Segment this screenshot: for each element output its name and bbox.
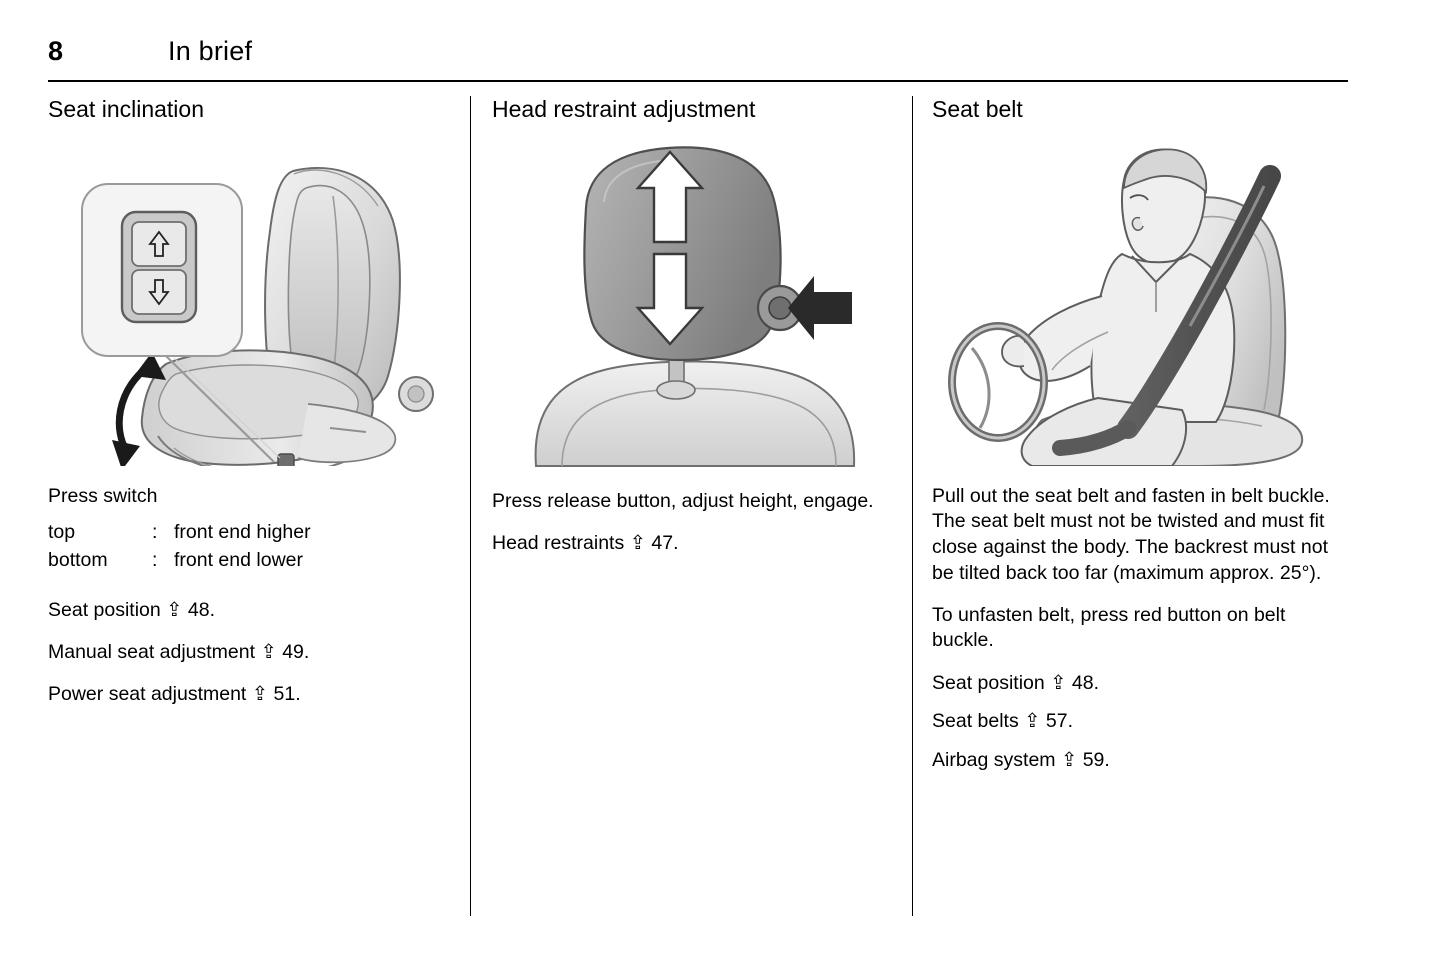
cross-reference-head-restraints: Head restraints ⇪ 47. [492,532,679,555]
legend-colon: : [152,521,158,544]
column-head-restraint-adjustment [492,96,892,573]
legend-value-bottom: front end lower [174,549,303,572]
cross-reference-seat-position: Seat position ⇪ 48. [48,598,216,621]
cross-reference-power-seat-adjustment: Power seat adjustment ⇪ 51. [48,683,301,706]
legend-row [48,547,458,575]
page-number: 8 [48,36,64,66]
section-title-seat-belt: Seat belt [932,96,1023,122]
section-title-head-restraint: Head restraint adjustment [492,96,756,122]
seat-belt-instruction-2: To unfasten belt, press red button on belt buckle. [932,603,1286,652]
chapter-title: In brief [168,36,253,66]
head-restraint-illustration [492,136,892,471]
legend-key-top: top [48,521,76,544]
column-seat-belt [932,96,1347,785]
column-divider-2 [912,96,913,916]
cross-reference-seat-belts: Seat belts ⇪ 57. [932,710,1074,733]
page-header [48,36,1348,82]
section-title-seat-inclination: Seat inclination [48,96,204,122]
column-divider-1 [470,96,471,916]
cross-reference-seat-position: Seat position ⇪ 48. [932,672,1100,694]
cross-reference-manual-seat-adjustment: Manual seat adjustment ⇪ 49. [48,641,310,664]
legend-value-top: front end higher [174,521,311,544]
seat-belt-instruction-1: Pull out the seat belt and fasten in belt buckle. The seat belt must not be twisted and must fit close against the body. The backrest must not be tilted back too far (maximum approx. 25°). [932,484,1330,584]
legend-colon: : [152,549,158,572]
legend-row [48,519,458,547]
seat-inclination-illustration [48,136,458,466]
column-seat-inclination [48,96,458,724]
head-restraint-instruction: Press release button, adjust height, engage. [492,489,874,512]
seat-belt-illustration [932,136,1347,466]
switch-legend [48,519,458,574]
legend-key-bottom: bottom [48,549,108,572]
press-switch-text: Press switch [48,484,158,507]
cross-reference-airbag-system: Airbag system ⇪ 59. [932,748,1110,771]
